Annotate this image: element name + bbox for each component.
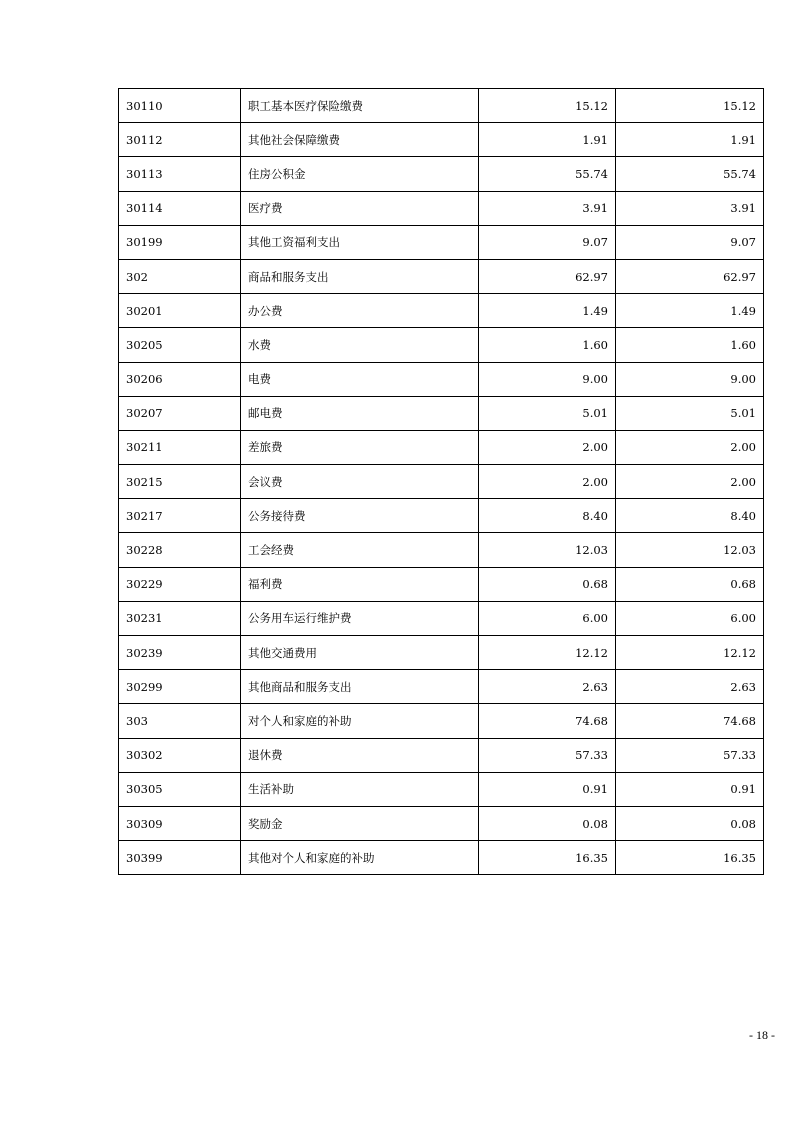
amount-cell: 16.35: [616, 841, 764, 875]
table-row: [119, 841, 764, 875]
table-row: [119, 533, 764, 567]
table-row: [119, 465, 764, 499]
amount-cell: 6.00: [479, 601, 616, 635]
account-code-cell: 30305: [119, 772, 241, 806]
account-name-cell: 工会经费: [241, 533, 479, 567]
table-row: [119, 362, 764, 396]
amount-cell: 0.91: [616, 772, 764, 806]
amount-cell: 0.91: [479, 772, 616, 806]
account-code-cell: 30206: [119, 362, 241, 396]
account-name-cell: 福利费: [241, 567, 479, 601]
amount-cell: 0.68: [479, 567, 616, 601]
amount-cell: 2.63: [479, 670, 616, 704]
account-code-cell: 30228: [119, 533, 241, 567]
amount-cell: 1.49: [616, 294, 764, 328]
account-code-cell: 30112: [119, 123, 241, 157]
account-name-cell: 职工基本医疗保险缴费: [241, 89, 479, 123]
account-name-cell: 邮电费: [241, 396, 479, 430]
account-name-cell: 商品和服务支出: [241, 259, 479, 293]
account-code-cell: 303: [119, 704, 241, 738]
account-name-cell: 会议费: [241, 465, 479, 499]
account-name-cell: 其他交通费用: [241, 636, 479, 670]
amount-cell: 3.91: [479, 191, 616, 225]
amount-cell: 0.08: [479, 806, 616, 840]
amount-cell: 74.68: [479, 704, 616, 738]
account-code-cell: 30302: [119, 738, 241, 772]
table-row: [119, 636, 764, 670]
amount-cell: 15.12: [616, 89, 764, 123]
amount-cell: 55.74: [616, 157, 764, 191]
page-number: - 18 -: [749, 1028, 775, 1042]
account-code-cell: 30231: [119, 601, 241, 635]
account-code-cell: 30199: [119, 225, 241, 259]
amount-cell: 1.91: [479, 123, 616, 157]
table-row: [119, 225, 764, 259]
amount-cell: 12.12: [479, 636, 616, 670]
account-name-cell: 水费: [241, 328, 479, 362]
amount-cell: 9.00: [479, 362, 616, 396]
amount-cell: 9.00: [616, 362, 764, 396]
amount-cell: 1.60: [479, 328, 616, 362]
amount-cell: 62.97: [616, 259, 764, 293]
amount-cell: 12.03: [479, 533, 616, 567]
account-code-cell: 30201: [119, 294, 241, 328]
account-name-cell: 奖励金: [241, 806, 479, 840]
table-row: [119, 157, 764, 191]
table-row: [119, 772, 764, 806]
table-row: [119, 738, 764, 772]
table-row: [119, 89, 764, 123]
amount-cell: 16.35: [479, 841, 616, 875]
table-row: [119, 123, 764, 157]
table-row: [119, 396, 764, 430]
amount-cell: 9.07: [616, 225, 764, 259]
amount-cell: 6.00: [616, 601, 764, 635]
amount-cell: 1.91: [616, 123, 764, 157]
account-code-cell: 30205: [119, 328, 241, 362]
table-row: [119, 806, 764, 840]
account-name-cell: 生活补助: [241, 772, 479, 806]
account-name-cell: 医疗费: [241, 191, 479, 225]
amount-cell: 62.97: [479, 259, 616, 293]
table-row: [119, 601, 764, 635]
table-row: [119, 567, 764, 601]
amount-cell: 2.00: [616, 465, 764, 499]
amount-cell: 2.00: [616, 430, 764, 464]
account-code-cell: 30215: [119, 465, 241, 499]
account-name-cell: 差旅费: [241, 430, 479, 464]
amount-cell: 2.00: [479, 430, 616, 464]
account-code-cell: 30217: [119, 499, 241, 533]
amount-cell: 74.68: [616, 704, 764, 738]
amount-cell: 57.33: [479, 738, 616, 772]
account-name-cell: 公务接待费: [241, 499, 479, 533]
amount-cell: 2.63: [616, 670, 764, 704]
account-name-cell: 对个人和家庭的补助: [241, 704, 479, 738]
account-name-cell: 办公费: [241, 294, 479, 328]
amount-cell: 9.07: [479, 225, 616, 259]
account-name-cell: 其他商品和服务支出: [241, 670, 479, 704]
amount-cell: 12.12: [616, 636, 764, 670]
account-code-cell: 30207: [119, 396, 241, 430]
account-name-cell: 其他社会保障缴费: [241, 123, 479, 157]
account-name-cell: 公务用车运行维护费: [241, 601, 479, 635]
account-code-cell: 30299: [119, 670, 241, 704]
table-body: [119, 89, 764, 875]
table-row: [119, 259, 764, 293]
amount-cell: 0.08: [616, 806, 764, 840]
table-row: [119, 328, 764, 362]
amount-cell: 12.03: [616, 533, 764, 567]
table-row: [119, 670, 764, 704]
account-name-cell: 住房公积金: [241, 157, 479, 191]
amount-cell: 57.33: [616, 738, 764, 772]
amount-cell: 5.01: [616, 396, 764, 430]
amount-cell: 15.12: [479, 89, 616, 123]
amount-cell: 2.00: [479, 465, 616, 499]
account-name-cell: 电费: [241, 362, 479, 396]
account-code-cell: 30229: [119, 567, 241, 601]
table-row: [119, 294, 764, 328]
amount-cell: 55.74: [479, 157, 616, 191]
account-name-cell: 退休费: [241, 738, 479, 772]
account-name-cell: 其他工资福利支出: [241, 225, 479, 259]
amount-cell: 0.68: [616, 567, 764, 601]
account-code-cell: 30239: [119, 636, 241, 670]
account-code-cell: 30110: [119, 89, 241, 123]
amount-cell: 1.60: [616, 328, 764, 362]
table-row: [119, 499, 764, 533]
account-code-cell: 30211: [119, 430, 241, 464]
account-name-cell: 其他对个人和家庭的补助: [241, 841, 479, 875]
amount-cell: 5.01: [479, 396, 616, 430]
table-row: [119, 191, 764, 225]
amount-cell: 1.49: [479, 294, 616, 328]
account-code-cell: 30114: [119, 191, 241, 225]
account-code-cell: 30309: [119, 806, 241, 840]
account-code-cell: 30399: [119, 841, 241, 875]
account-code-cell: 302: [119, 259, 241, 293]
table-row: [119, 704, 764, 738]
amount-cell: 8.40: [616, 499, 764, 533]
amount-cell: 8.40: [479, 499, 616, 533]
account-code-cell: 30113: [119, 157, 241, 191]
table-row: [119, 430, 764, 464]
budget-expenditure-table: [118, 88, 764, 875]
amount-cell: 3.91: [616, 191, 764, 225]
